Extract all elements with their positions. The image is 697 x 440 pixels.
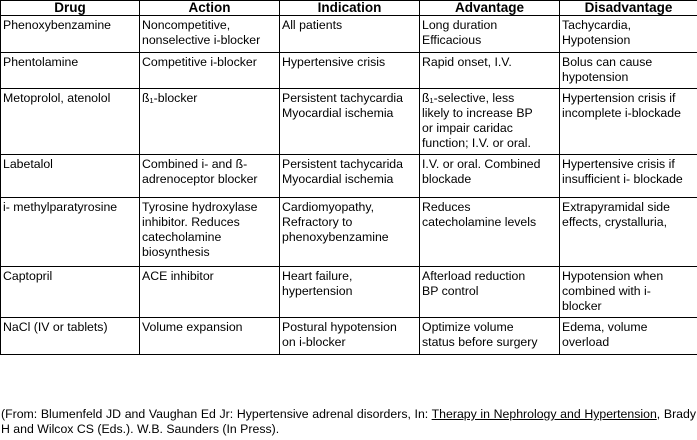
cell-indication-line: phenoxybenzamine: [282, 230, 389, 244]
table-row: [1, 16, 697, 53]
cell-drug: [1, 198, 140, 267]
cell-indication-line: Myocardial ischemia: [282, 172, 394, 186]
cell-advantage-line: or impair caridac: [422, 121, 513, 135]
footnote-text-pre: (From: Blumenfeld JD and Vaughan Ed Jr: Hypertensive adrenal disorders, In:: [1, 407, 432, 421]
cell-advantage-line: BP control: [422, 284, 479, 298]
table-row: [1, 89, 697, 155]
table-row: [1, 155, 697, 198]
cell-advantage-line: ß₁-selective, less: [422, 91, 515, 105]
cell-advantage-line: Reduces: [422, 200, 471, 214]
cell-indication-line: Heart failure,: [282, 269, 353, 283]
cell-disadvantage-line: Hypertensive crisis if: [562, 157, 675, 171]
cell-disadvantage-line: Tachycardia,: [562, 18, 632, 32]
cell-action-line: Combined i- and ß-: [142, 157, 248, 171]
cell-disadvantage: [560, 267, 697, 318]
cell-indication-line: All patients: [282, 18, 343, 32]
cell-action-line: inhibitor. Reduces: [142, 215, 240, 229]
table-row: [1, 267, 697, 318]
cell-action-line: catecholamine: [142, 230, 222, 244]
cell-indication-line: Postural hypotension: [282, 320, 397, 334]
cell-disadvantage-line: hypotension: [562, 70, 629, 84]
cell-drug-line: Phenoxybenzamine: [3, 18, 112, 32]
cell-advantage: [420, 16, 560, 53]
cell-action-line: biosynthesis: [142, 245, 210, 259]
cell-indication-line: on i-blocker: [282, 335, 346, 349]
cell-action: [140, 53, 280, 89]
cell-disadvantage-line: Hypotension: [562, 33, 631, 47]
cell-indication: [280, 53, 420, 89]
cell-indication-line: Refractory to: [282, 215, 353, 229]
column-header-action: Action: [140, 1, 280, 16]
cell-action-line: Competitive i-blocker: [142, 55, 257, 69]
cell-action: [140, 16, 280, 53]
cell-advantage-line: function; I.V. or oral.: [422, 136, 531, 150]
cell-disadvantage-line: effects, crystalluria,: [562, 215, 668, 229]
cell-drug: [1, 89, 140, 155]
cell-action: [140, 318, 280, 355]
cell-indication: [280, 318, 420, 355]
cell-drug: [1, 267, 140, 318]
cell-action-line: Volume expansion: [142, 320, 243, 334]
cell-disadvantage: [560, 318, 697, 355]
cell-disadvantage-line: overload: [562, 335, 610, 349]
cell-disadvantage-line: insufficient i- blockade: [562, 172, 683, 186]
source-footnote: [1, 407, 696, 437]
footnote-book-title: Therapy in Nephrology and Hypertension: [431, 407, 657, 421]
cell-disadvantage-line: Hypotension when: [562, 269, 664, 283]
cell-disadvantage-line: incomplete i-blockade: [562, 106, 681, 120]
cell-drug-line: Phentolamine: [3, 55, 79, 69]
cell-action: [140, 155, 280, 198]
cell-drug-line: Metoprolol, atenolol: [3, 91, 111, 105]
cell-indication-line: Persistent tachycardia: [282, 91, 403, 105]
column-header-advantage: Advantage: [420, 1, 560, 16]
table-row: [1, 198, 697, 267]
cell-disadvantage-line: Edema, volume: [562, 320, 648, 334]
table-header-row: [1, 1, 697, 16]
footnote-text-post: , Brady H and Wilcox CS (Eds.). W.B. Saunders (In Press).: [1, 407, 696, 436]
cell-action-line: Tyrosine hydroxylase: [142, 200, 258, 214]
cell-action: [140, 89, 280, 155]
cell-drug: [1, 318, 140, 355]
cell-advantage-line: blockade: [422, 172, 472, 186]
cell-indication: [280, 89, 420, 155]
cell-advantage: [420, 198, 560, 267]
cell-advantage: [420, 53, 560, 89]
cell-indication-line: Persistent tachycarida: [282, 157, 403, 171]
cell-advantage-line: Optimize volume: [422, 320, 514, 334]
column-header-disadvantage: Disadvantage: [560, 1, 697, 16]
cell-disadvantage: [560, 89, 697, 155]
cell-advantage-line: Afterload reduction: [422, 269, 526, 283]
cell-disadvantage-line: blocker: [562, 299, 602, 313]
cell-action-line: ACE inhibitor: [142, 269, 214, 283]
column-header-drug: Drug: [1, 1, 140, 16]
cell-advantage-line: I.V. or oral. Combined: [422, 157, 541, 171]
cell-action: [140, 267, 280, 318]
cell-indication: [280, 155, 420, 198]
cell-action-line: Noncompetitive,: [142, 18, 231, 32]
cell-indication-line: Cardiomyopathy,: [282, 200, 375, 214]
cell-disadvantage-line: Extrapyramidal side: [562, 200, 670, 214]
cell-drug-line: i- methylparatyrosine: [3, 200, 118, 214]
table-body: [1, 16, 697, 355]
cell-action: [140, 198, 280, 267]
cell-indication-line: Myocardial ischemia: [282, 106, 394, 120]
cell-advantage-line: catecholamine levels: [422, 215, 537, 229]
cell-indication: [280, 16, 420, 53]
cell-advantage-line: Rapid onset, I.V.: [422, 55, 512, 69]
cell-action-line: ß₁-blocker: [142, 91, 198, 105]
cell-drug-line: NaCl (IV or tablets): [3, 320, 108, 334]
cell-disadvantage: [560, 155, 697, 198]
cell-drug: [1, 16, 140, 53]
cell-drug-line: Captopril: [3, 269, 53, 283]
cell-disadvantage: [560, 53, 697, 89]
cell-disadvantage: [560, 16, 697, 53]
column-header-indication: Indication: [280, 1, 420, 16]
cell-indication: [280, 198, 420, 267]
cell-action-line: nonselective i-blocker: [142, 33, 261, 47]
cell-disadvantage: [560, 198, 697, 267]
cell-advantage: [420, 267, 560, 318]
table-row: [1, 318, 697, 355]
cell-disadvantage-line: Hypertension crisis if: [562, 91, 676, 105]
table-row: [1, 53, 697, 89]
cell-drug-line: Labetalol: [3, 157, 53, 171]
cell-advantage-line: Long duration: [422, 18, 498, 32]
cell-disadvantage-line: combined with i-: [562, 284, 651, 298]
cell-advantage: [420, 318, 560, 355]
cell-advantage: [420, 155, 560, 198]
cell-disadvantage-line: Bolus can cause: [562, 55, 653, 69]
cell-drug: [1, 53, 140, 89]
cell-advantage: [420, 89, 560, 155]
cell-indication-line: hypertension: [282, 284, 353, 298]
cell-drug: [1, 155, 140, 198]
cell-action-line: adrenoceptor blocker: [142, 172, 258, 186]
cell-indication-line: Hypertensive crisis: [282, 55, 386, 69]
cell-indication: [280, 267, 420, 318]
cell-advantage-line: status before surgery: [422, 335, 538, 349]
cell-advantage-line: Efficacious: [422, 33, 482, 47]
cell-advantage-line: likely to increase BP: [422, 106, 533, 120]
